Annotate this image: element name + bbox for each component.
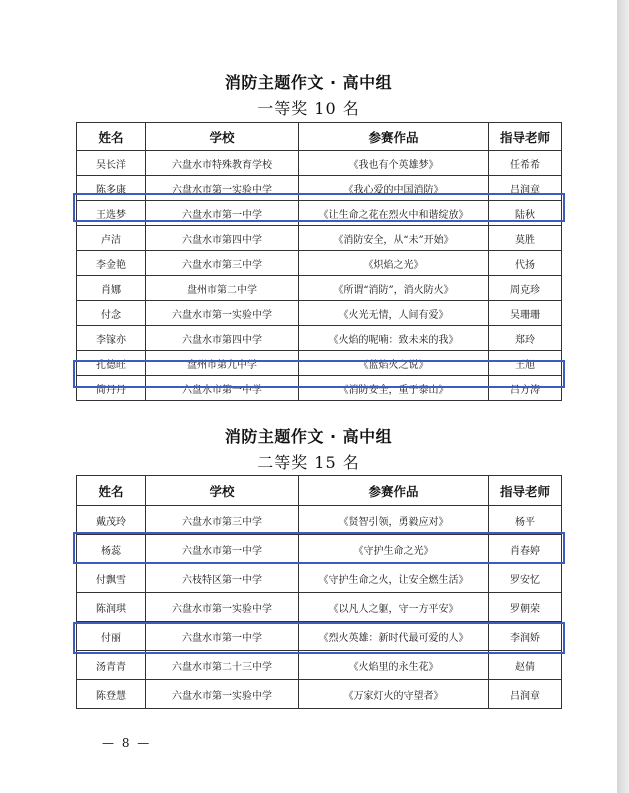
header-name: 姓名 (77, 123, 146, 151)
header-name: 姓名 (77, 476, 146, 506)
cell-teacher: 陆秋 (489, 201, 562, 226)
cell-work: 《守护生命之火，让安全燃生活》 (299, 564, 489, 593)
cell-teacher: 吕润章 (489, 176, 562, 201)
header-teacher: 指导老师 (489, 123, 562, 151)
cell-name: 王选梦 (77, 201, 146, 226)
cell-name: 陈润琪 (77, 593, 146, 622)
cell-teacher: 罗朝荣 (489, 593, 562, 622)
table-row (77, 251, 562, 276)
cell-school: 六盘水市第一实验中学 (146, 680, 299, 709)
cell-teacher: 王旭 (489, 351, 562, 376)
cell-school: 六盘水市第一中学 (146, 376, 299, 401)
cell-teacher: 吴珊珊 (489, 301, 562, 326)
table-row (77, 276, 562, 301)
section1-title: 消防主题作文 · 高中组 (224, 73, 393, 92)
cell-school: 六盘水市第三中学 (146, 251, 299, 276)
cell-teacher: 杨平 (489, 506, 562, 535)
cell-name: 杨蕊 (77, 535, 146, 564)
cell-name: 付念 (77, 301, 146, 326)
cell-work: 《以凡人之躯，守一方平安》 (299, 593, 489, 622)
cell-work: 《所谓“消防”，消火防火》 (299, 276, 489, 301)
header-work: 参赛作品 (299, 476, 489, 506)
header-work: 参赛作品 (299, 123, 489, 151)
table-header-row (77, 476, 562, 506)
cell-work: 《消防安全，重于泰山》 (299, 376, 489, 401)
cell-work: 《我心爱的中国消防》 (299, 176, 489, 201)
cell-teacher: 任希希 (489, 151, 562, 176)
cell-school: 六盘水市第一中学 (146, 535, 299, 564)
cell-name: 付丽 (77, 622, 146, 651)
highlight-box (73, 193, 565, 222)
cell-name: 戴茂玲 (77, 506, 146, 535)
cell-school: 盘州市第二中学 (146, 276, 299, 301)
cell-name: 汤青青 (77, 651, 146, 680)
header-school: 学校 (146, 123, 299, 151)
cell-teacher: 吕方涛 (489, 376, 562, 401)
cell-teacher: 莫胜 (489, 226, 562, 251)
page-number: — 8 — (102, 736, 152, 750)
cell-work: 《火光无情，人间有爱》 (299, 301, 489, 326)
cell-name: 吴长洋 (77, 151, 146, 176)
cell-teacher: 李润娇 (489, 622, 562, 651)
cell-school: 六盘水市第一实验中学 (146, 176, 299, 201)
cell-school: 六盘水市第一实验中学 (146, 301, 299, 326)
cell-name: 付飘雪 (77, 564, 146, 593)
cell-name: 肖娜 (77, 276, 146, 301)
table-row (77, 301, 562, 326)
table-row (77, 680, 562, 709)
cell-name: 孔德旺 (77, 351, 146, 376)
section2-title: 消防主题作文 · 高中组 (224, 427, 393, 446)
table-row (77, 226, 562, 251)
cell-work: 《万家灯火的守望者》 (299, 680, 489, 709)
cell-school: 六盘水市第一中学 (146, 201, 299, 226)
section2-table (76, 475, 562, 709)
table-row (77, 651, 562, 680)
cell-work: 《火焰里的永生花》 (299, 651, 489, 680)
table-header-row (77, 123, 562, 151)
cell-name: 卢洁 (77, 226, 146, 251)
section1-subtitle: 一等奖 10 名 (257, 99, 360, 118)
cell-name: 李金艳 (77, 251, 146, 276)
cell-name: 简丹丹 (77, 376, 146, 401)
table-row (77, 564, 562, 593)
cell-school: 六盘水市第三中学 (146, 506, 299, 535)
cell-school: 盘州市第九中学 (146, 351, 299, 376)
table-row (77, 506, 562, 535)
cell-teacher: 吕润章 (489, 680, 562, 709)
cell-work: 《烈火英雄：新时代最可爱的人》 (299, 622, 489, 651)
cell-teacher: 赵倩 (489, 651, 562, 680)
cell-teacher: 郑玲 (489, 326, 562, 351)
cell-name: 陈登慧 (77, 680, 146, 709)
cell-name: 陈多康 (77, 176, 146, 201)
table-row (77, 326, 562, 351)
cell-work: 《炽焰之光》 (299, 251, 489, 276)
cell-school: 六盘水市第二十三中学 (146, 651, 299, 680)
header-teacher: 指导老师 (489, 476, 562, 506)
highlight-box (73, 532, 565, 564)
cell-teacher: 周克珍 (489, 276, 562, 301)
cell-work: 《守护生命之光》 (299, 535, 489, 564)
cell-work: 《火焰的呢喃：致未来的我》 (299, 326, 489, 351)
page-edge-shadow (617, 0, 629, 793)
cell-school: 六盘水市第四中学 (146, 226, 299, 251)
cell-work: 《贤智引领，勇毅应对》 (299, 506, 489, 535)
highlight-box (73, 360, 565, 388)
cell-school: 六盘水市特殊教育学校 (146, 151, 299, 176)
cell-teacher: 肖春婷 (489, 535, 562, 564)
cell-work: 《蓝焰火之说》 (299, 351, 489, 376)
section2-subtitle: 二等奖 15 名 (257, 453, 360, 472)
cell-school: 六盘水市第一中学 (146, 622, 299, 651)
cell-work: 《我也有个英雄梦》 (299, 151, 489, 176)
cell-school: 六枝特区第一中学 (146, 564, 299, 593)
header-school: 学校 (146, 476, 299, 506)
cell-name: 李镓亦 (77, 326, 146, 351)
table-row (77, 151, 562, 176)
cell-work: 《让生命之花在烈火中和谐绽放》 (299, 201, 489, 226)
table-row (77, 593, 562, 622)
cell-work: 《消防安全，从“未”开始》 (299, 226, 489, 251)
highlight-box (73, 622, 565, 654)
cell-teacher: 代扬 (489, 251, 562, 276)
cell-school: 六盘水市第一实验中学 (146, 593, 299, 622)
cell-teacher: 罗安忆 (489, 564, 562, 593)
cell-school: 六盘水市第四中学 (146, 326, 299, 351)
